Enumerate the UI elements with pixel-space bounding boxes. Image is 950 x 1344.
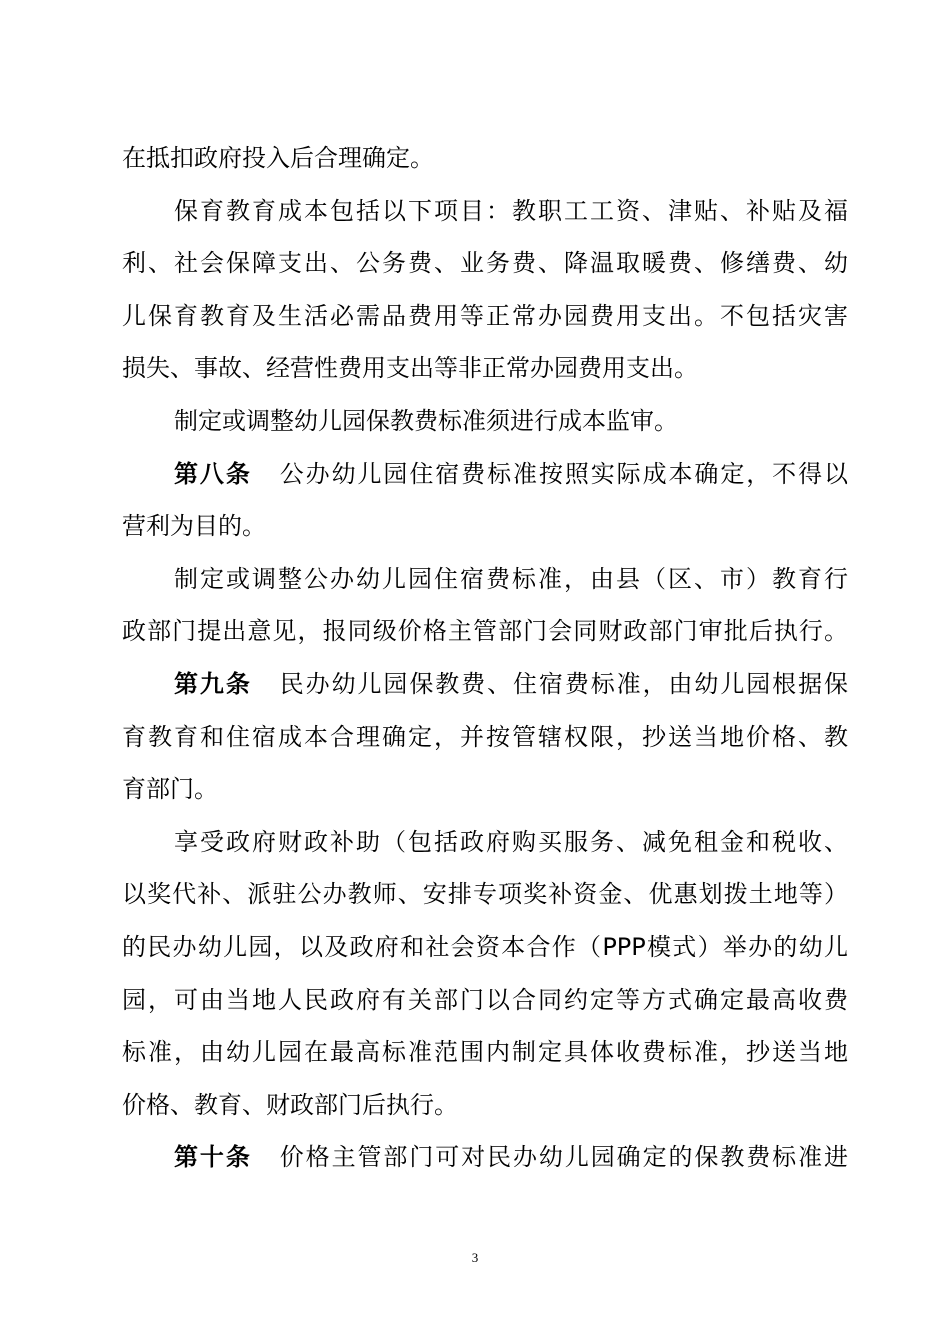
paragraph-line: 制定或调整公办幼儿园住宿费标准，由县（区、市）教育行	[174, 564, 848, 593]
paragraph-line: 育教育和住宿成本合理确定，并按管辖权限，抄送当地价格、教	[122, 722, 848, 751]
article-8-line	[122, 448, 848, 501]
paragraph-line: 标准，由幼儿园在最高标准范围内制定具体收费标准，抄送当地	[122, 1038, 848, 1067]
paragraph-line: 保育教育成本包括以下项目：教职工工资、津贴、补贴及福	[174, 196, 848, 225]
body-text	[122, 132, 848, 1184]
paragraph-line: 政部门提出意见，报同级价格主管部门会同财政部门审批后执行。	[122, 617, 848, 646]
paragraph-line: 育部门。	[122, 775, 218, 804]
article-10-line	[122, 1131, 848, 1184]
paragraph-line: 价格、教育、财政部门后执行。	[122, 1090, 458, 1119]
paragraph-line: 儿保育教育及生活必需品费用等正常办园费用支出。不包括灾害	[122, 301, 848, 330]
article-8-text: 公办幼儿园住宿费标准按照实际成本确定，不得以	[279, 459, 848, 488]
article-10-heading: 第十条	[174, 1143, 252, 1172]
article-8-heading: 第八条	[174, 459, 252, 488]
article-10-text: 价格主管部门可对民办幼儿园确定的保教费标准进	[279, 1143, 848, 1172]
paragraph-line: 损失、事故、经营性费用支出等非正常办园费用支出。	[122, 354, 698, 383]
article-9-text: 民办幼儿园保教费、住宿费标准，由幼儿园根据保	[279, 669, 848, 698]
paragraph-line: 以奖代补、派驻公办教师、安排专项奖补资金、优惠划拨土地等）	[122, 880, 848, 909]
paragraph-line: 制定或调整幼儿园保教费标准须进行成本监审。	[174, 406, 678, 435]
paragraph-line: 利、社会保障支出、公务费、业务费、降温取暖费、修缮费、幼	[122, 249, 848, 278]
paragraph-line: 在抵扣政府投入后合理确定。	[122, 144, 434, 172]
paragraph-line: 园，可由当地人民政府有关部门以合同约定等方式确定最高收费	[122, 985, 848, 1014]
paragraph-line: 享受政府财政补助（包括政府购买服务、减免租金和税收、	[174, 827, 848, 856]
paragraph-line: 的民办幼儿园，以及政府和社会资本合作（PPP模式）举办的幼儿	[122, 932, 848, 961]
article-9-heading: 第九条	[174, 669, 252, 698]
paragraph-line: 营利为目的。	[122, 512, 266, 541]
page-number: 3	[471, 1250, 479, 1265]
article-9-line	[122, 658, 848, 711]
